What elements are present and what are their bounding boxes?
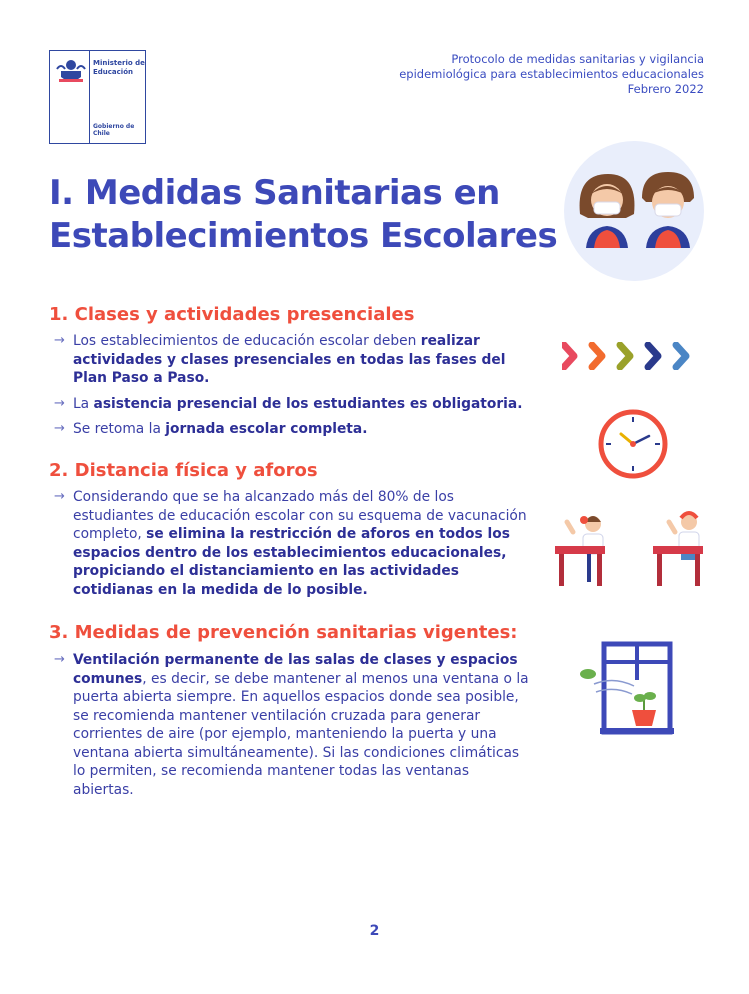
- page-number: 2: [369, 923, 380, 939]
- item-bold-text: jornada escolar completa.: [165, 421, 368, 437]
- item-bold-text: realizar actividades y clases presenciales en todas las fases del Plan Paso a Paso.: [73, 333, 506, 386]
- list-item: [54, 332, 529, 388]
- arrow-icon: →: [54, 333, 65, 348]
- section-heading-3: 3. Medidas de prevención sanitarias vigentes:: [49, 622, 518, 643]
- document-header: [399, 52, 704, 97]
- item-text: Los establecimientos de educación escolar deben: [73, 333, 421, 349]
- section-2-list: [54, 488, 529, 606]
- item-bold-text: se elimina la restricción de aforos en todos los espacios dentro de los establecimientos educacionales, propiciando el distanciamiento en las actividades cotidianas en la medida de lo posible.: [73, 526, 510, 598]
- students-desk-icon: [553, 508, 709, 588]
- arrow-icon: →: [54, 421, 65, 436]
- ministry-name: Ministerio de Educación: [93, 59, 145, 76]
- section-3-list: [54, 651, 529, 806]
- logo-divider: [89, 51, 90, 143]
- arrow-icon: →: [54, 489, 65, 504]
- arrow-icon: →: [54, 652, 65, 667]
- item-text: La: [73, 395, 94, 412]
- ministry-logo: [49, 50, 146, 144]
- chevrons-icon: [562, 342, 698, 370]
- list-item: [54, 488, 529, 599]
- item-bold-text: Ventilación permanente de las salas de clases y espacios comunes: [73, 652, 518, 687]
- item-text: , es decir, se debe mantener al menos una ventana o la puerta abierta siempre. En aquellos espacios donde sea posible, se recomienda mantener ventilación cruzada para generar corrientes de aire (por ejemplo, manteniendo la puerta y una ventana abierta simultáneamente). Si las condiciones climáticas lo permiten, se recomienda mantener todas las ventanas abiertas.: [73, 670, 529, 798]
- list-item: [54, 395, 529, 414]
- header-line-1: Protocolo de medidas sanitarias y vigilancia: [451, 52, 704, 66]
- list-item: [54, 420, 529, 439]
- clock-icon: [597, 408, 669, 480]
- header-date: Febrero 2022: [627, 82, 704, 96]
- section-1-list: [54, 332, 529, 446]
- chile-emblem-icon: [55, 57, 87, 87]
- item-text: Se retoma la: [73, 421, 166, 437]
- page-title: [49, 172, 557, 258]
- title-line-2: Establecimientos Escolares: [49, 216, 558, 256]
- title-line-1: I. Medidas Sanitarias en: [49, 173, 500, 213]
- students-mask-icon: [572, 170, 696, 248]
- window-plant-icon: [578, 640, 674, 738]
- item-bold-text: asistencia presencial de los estudiantes es obligatoria.: [93, 395, 523, 412]
- arrow-icon: →: [54, 395, 65, 411]
- item-text: Considerando que se ha alcanzado más del 80% de los estudiantes de educación escolar con su esquema de vacunación completo,: [73, 489, 527, 542]
- government-name: Gobierno de Chile: [93, 123, 135, 137]
- list-item: [54, 651, 529, 799]
- header-line-2: epidemiológica para establecimientos educacionales: [399, 67, 704, 81]
- section-heading-1: 1. Clases y actividades presenciales: [49, 304, 415, 325]
- section-heading-2: 2. Distancia física y aforos: [49, 460, 318, 481]
